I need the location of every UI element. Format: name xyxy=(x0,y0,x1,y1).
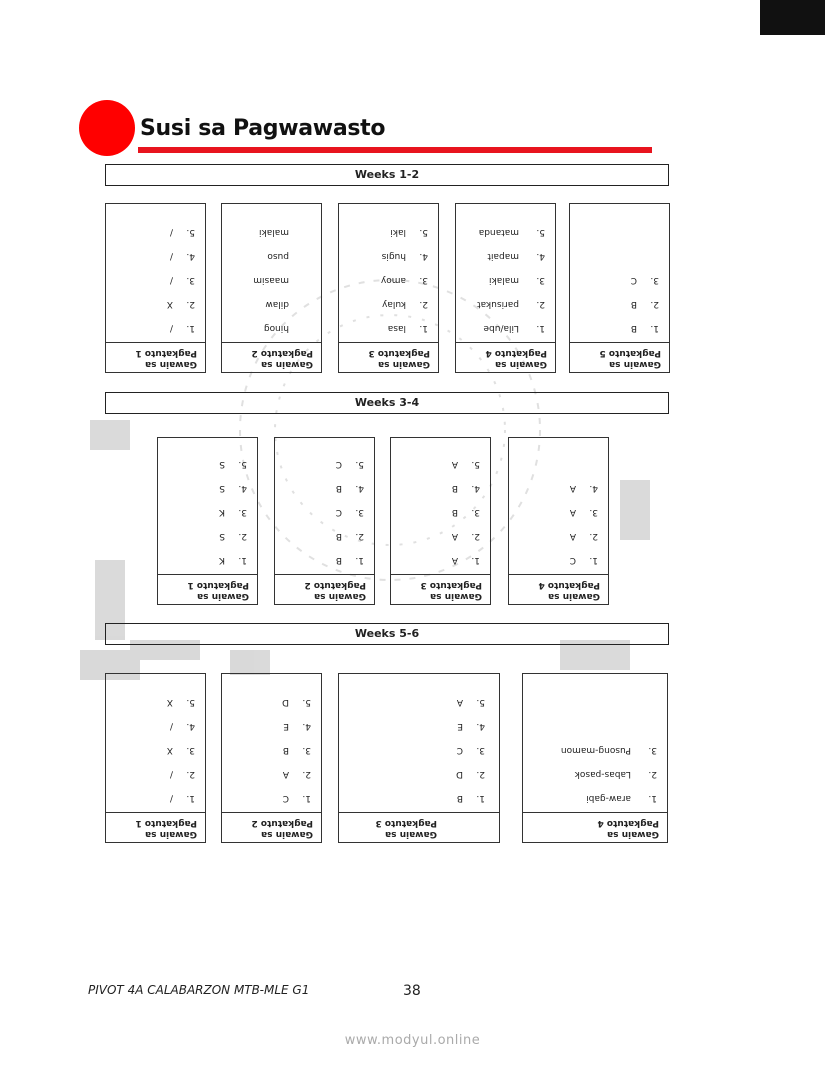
answer-box-title: Gawain sa Pagkatuto 1 xyxy=(106,342,205,372)
answer-item: 3. B xyxy=(282,745,311,755)
answer-item: 2. kulay xyxy=(382,299,428,309)
answer-item: 4. E xyxy=(283,721,311,731)
answer-list xyxy=(106,684,205,812)
answer-box-title: Gawain sa Pagkatuto 3 xyxy=(339,342,438,372)
answer-item: 2. Labas-pasok xyxy=(574,769,657,779)
answer-item: 5. D xyxy=(282,697,311,707)
answer-box-title: Gawain sa Pagkatuto 3 xyxy=(339,812,499,842)
answer-item: 2. A xyxy=(282,769,311,779)
page-title: Susi sa Pagwawasto xyxy=(140,116,386,141)
page-number: 38 xyxy=(403,983,421,999)
answer-box-w12-p2 xyxy=(221,203,322,373)
answer-box-w12-p4 xyxy=(455,203,556,373)
answer-item: 3. A xyxy=(569,507,598,517)
answer-item: 4. B xyxy=(335,483,364,493)
answer-item: 5. A xyxy=(451,459,480,469)
answer-item: 4. mapait xyxy=(487,251,545,261)
answer-box-w12-p5 xyxy=(569,203,670,373)
answer-list xyxy=(523,732,667,812)
answer-item: 3. / xyxy=(169,275,195,285)
answer-box-w34-p1 xyxy=(157,437,258,605)
title-underline xyxy=(138,147,652,153)
answer-item: 1. A xyxy=(451,555,480,565)
answer-list xyxy=(570,262,669,342)
answer-item: malaki xyxy=(258,227,289,237)
answer-item: 4. S xyxy=(219,483,247,493)
answer-item: 5. C xyxy=(335,459,364,469)
answer-item: 5. A xyxy=(456,697,485,707)
answer-item: 2. B xyxy=(335,531,364,541)
answer-item: 2. B xyxy=(630,299,659,309)
answer-item: 1. B xyxy=(335,555,364,565)
answer-item: 3. amoy xyxy=(380,275,428,285)
answer-list xyxy=(275,446,374,574)
watermark-url: www.modyul.online xyxy=(344,1033,481,1048)
answer-item: 3. C xyxy=(335,507,364,517)
answer-item: 1. B xyxy=(630,323,659,333)
answer-item: 1. C xyxy=(569,555,598,565)
answer-item: 5. matanda xyxy=(478,227,545,237)
answer-box-title: Gawain sa Pagkatuto 3 xyxy=(391,574,490,604)
answer-item: 4. B xyxy=(451,483,480,493)
answer-item: 5. laki xyxy=(390,227,428,237)
answer-item: 5. S xyxy=(219,459,247,469)
week-header-5-6: Weeks 5-6 xyxy=(105,623,669,645)
answer-item: 1. / xyxy=(169,323,195,333)
answer-item: 2. A xyxy=(451,531,480,541)
section-bullet-dot xyxy=(79,100,135,156)
answer-item: maasim xyxy=(253,275,289,285)
answer-box-w12-p3 xyxy=(338,203,439,373)
answer-item: 3. malaki xyxy=(488,275,545,285)
answer-box-title: Gawain sa Pagkatuto 4 xyxy=(509,574,608,604)
answer-box-w56-p3 xyxy=(338,673,500,843)
answer-item: 1. / xyxy=(169,793,195,803)
answer-item: 1. B xyxy=(456,793,485,803)
answer-box-title: Gawain sa Pagkatuto 2 xyxy=(275,574,374,604)
answer-item: 4. A xyxy=(569,483,598,493)
answer-item: 4. / xyxy=(169,721,195,731)
answer-item: 3. K xyxy=(219,507,247,517)
answer-box-title: Gawain sa Pagkatuto 5 xyxy=(570,342,669,372)
answer-item: 2. D xyxy=(456,769,485,779)
answer-box-w34-p2 xyxy=(274,437,375,605)
answer-item: dilaw xyxy=(265,299,289,309)
answer-box-w56-p2 xyxy=(221,673,322,843)
answer-box-w56-p1 xyxy=(105,673,206,843)
answer-item: 3. X xyxy=(166,745,195,755)
week-header-3-4: Weeks 3-4 xyxy=(105,392,669,414)
answer-list xyxy=(391,446,490,574)
answer-item: 5. / xyxy=(169,227,195,237)
answer-list xyxy=(158,446,257,574)
answer-box-title: Gawain sa Pagkatuto 2 xyxy=(222,342,321,372)
answer-item: 2. X xyxy=(166,299,195,309)
answer-box-w34-p4 xyxy=(508,437,609,605)
footer-title: PIVOT 4A CALABARZON MTB-MLE G1 xyxy=(88,983,310,997)
corner-mark xyxy=(760,0,825,35)
answer-item: 1. lasa xyxy=(387,323,428,333)
answer-item: 1. araw-gabi xyxy=(586,793,657,803)
answer-item: 4. hugis xyxy=(381,251,428,261)
answer-box-title: Gawain sa Pagkatuto 2 xyxy=(222,812,321,842)
answer-box-title: Gawain sa Pagkatuto 1 xyxy=(106,812,205,842)
answer-box-title: Gawain sa Pagkatuto 4 xyxy=(523,812,667,842)
answer-item: 2. / xyxy=(169,769,195,779)
answer-list xyxy=(339,684,499,812)
answer-item: 5. X xyxy=(166,697,195,707)
answer-list xyxy=(106,214,205,342)
answer-item: 3. Pusong-mamon xyxy=(560,745,657,755)
answer-item: 4. E xyxy=(457,721,485,731)
answer-list xyxy=(509,470,608,574)
answer-list xyxy=(222,684,321,812)
answer-box-title: Gawain sa Pagkatuto 1 xyxy=(158,574,257,604)
answer-item: 4. / xyxy=(169,251,195,261)
answer-list xyxy=(339,214,438,342)
answer-item: 3. C xyxy=(456,745,485,755)
answer-item: 2. A xyxy=(569,531,598,541)
answer-item: 1. K xyxy=(219,555,247,565)
answer-item: 2. S xyxy=(219,531,247,541)
answer-item: 1. C xyxy=(282,793,311,803)
answer-list xyxy=(222,214,321,342)
answer-item: 1. Lila/ube xyxy=(483,323,545,333)
answer-item: hinog xyxy=(263,323,289,333)
answer-box-w34-p3 xyxy=(390,437,491,605)
answer-box-w12-p1 xyxy=(105,203,206,373)
answer-item: 3. C xyxy=(630,275,659,285)
week-header-1-2: Weeks 1-2 xyxy=(105,164,669,186)
answer-item: 2. parisukat xyxy=(477,299,545,309)
answer-item: 3. B xyxy=(451,507,480,517)
answer-list xyxy=(456,214,555,342)
answer-box-w56-p4 xyxy=(522,673,668,843)
answer-item: puso xyxy=(267,251,289,261)
answer-box-title: Gawain sa Pagkatuto 4 xyxy=(456,342,555,372)
